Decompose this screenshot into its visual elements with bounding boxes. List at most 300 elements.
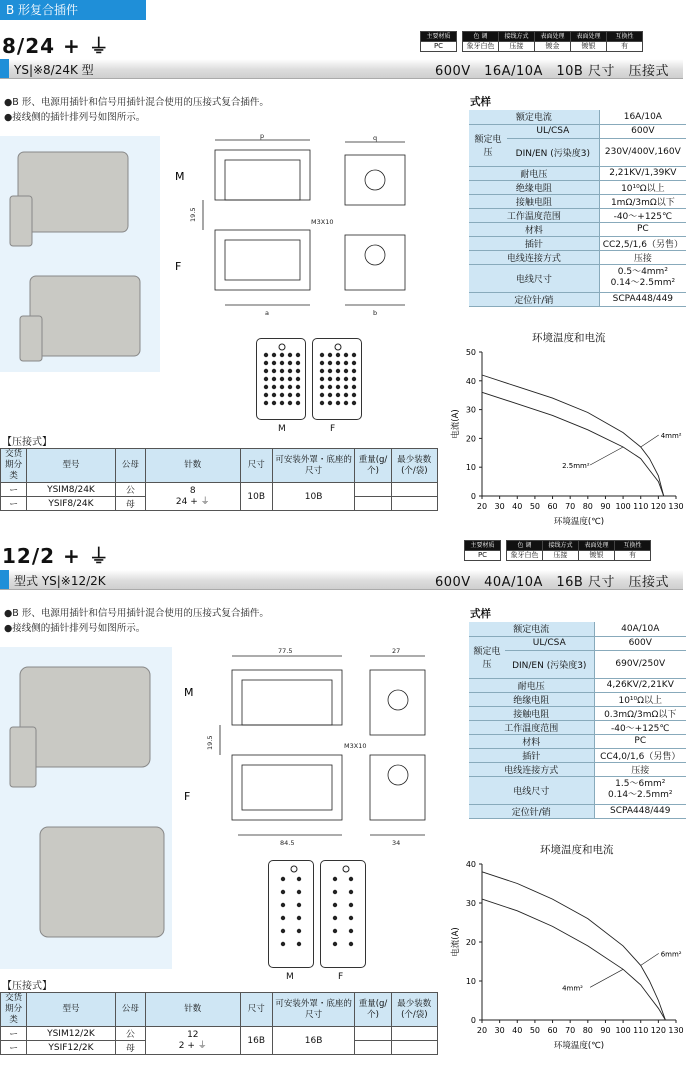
pin-dot	[336, 361, 340, 365]
spec-key: 额定电压	[469, 636, 505, 678]
pin-dot	[328, 377, 332, 381]
pin-diagram-male	[256, 338, 306, 420]
pin-dot	[336, 353, 340, 357]
x-tick-label: 50	[529, 502, 541, 511]
y-tick-label: 30	[465, 405, 476, 415]
cell-model: YSIM12/2K	[27, 1027, 116, 1041]
attr-header: 主要材质	[421, 32, 457, 42]
pin-dot	[344, 361, 348, 365]
table-header: 公母	[115, 449, 145, 483]
bullet-item: ●B 形、电源用插针和信号用插针混合使用的压接式复合插件。	[4, 97, 269, 108]
spec-key: 工作温度范围	[469, 720, 594, 734]
pin-dot	[297, 942, 301, 946]
spec-key: 工作温度范围	[469, 208, 599, 222]
spec-key: 接触电阻	[469, 194, 599, 208]
spec-value: 600V	[594, 636, 686, 650]
table-header: 尺寸	[240, 449, 272, 483]
pin-dot	[333, 877, 337, 881]
attr-header: 色 调	[463, 32, 499, 42]
pin-dot	[272, 393, 276, 397]
pin-dot	[352, 353, 356, 357]
pin-label-f: F	[330, 424, 336, 434]
pin-dot	[280, 369, 284, 373]
pin-dot	[264, 353, 268, 357]
y-tick-label: 0	[470, 492, 476, 501]
pin-dot	[272, 361, 276, 365]
attr-header: 色 调	[507, 541, 543, 551]
dim-q: 27	[392, 647, 401, 655]
attr-value: 镀银	[579, 551, 615, 561]
table-header: 重量(g/个)	[355, 449, 391, 483]
pin-dot	[328, 393, 332, 397]
spec-key: 耐电压	[469, 678, 594, 692]
ground-icon	[291, 866, 297, 872]
pin-dot	[280, 361, 284, 365]
model-bar	[0, 570, 683, 590]
pin-diagram-female	[320, 860, 366, 968]
pin-dot	[349, 903, 353, 907]
pin-dot	[264, 369, 268, 373]
product-photo	[0, 136, 160, 372]
series-leader	[641, 953, 659, 965]
attr-header: 互换性	[615, 541, 651, 551]
spec-key: UL/CSA	[507, 124, 599, 138]
x-axis-label: 环境温度(℃)	[553, 517, 605, 527]
attr-value: 镀银	[571, 42, 607, 52]
x-tick-label: 20	[476, 1026, 488, 1035]
pin-dot	[296, 361, 300, 365]
pin-dot	[272, 401, 276, 405]
spec-title: 式样	[470, 608, 491, 620]
attr-header: 表面处理	[535, 32, 571, 42]
cell-size: 10B	[240, 483, 272, 511]
pin-dot	[333, 916, 337, 920]
pin-dot	[296, 401, 300, 405]
pin-dot	[333, 942, 337, 946]
spec-value: 压接	[594, 762, 686, 776]
pin-dot	[264, 401, 268, 405]
spec-value: 1mΩ/3mΩ以下	[599, 194, 686, 208]
pin-dot	[336, 401, 340, 405]
y-tick-label: 0	[470, 1016, 476, 1025]
spec-title: 式样	[470, 96, 491, 108]
cell-category: ー	[1, 1041, 27, 1055]
pin-dot	[328, 361, 332, 365]
pin-dot	[349, 890, 353, 894]
attr-value: PC	[421, 42, 457, 52]
spec-value: 0.14～2.5mm²	[608, 790, 673, 800]
pin-dot	[336, 393, 340, 397]
pin-dot	[333, 929, 337, 933]
spec-value: SCPA448/449	[599, 292, 686, 306]
spec-value: 16A/10A	[599, 110, 686, 124]
pin-dot	[297, 890, 301, 894]
dimension-drawing	[165, 130, 435, 320]
y-tick-label: 40	[465, 860, 476, 869]
dimension-drawing	[180, 640, 450, 850]
attr-value: 象牙白色	[507, 551, 543, 561]
series-label: 2.5mm²	[562, 462, 590, 471]
y-axis-label: 电流(A)	[451, 409, 461, 439]
pin-count-b: 2	[178, 1040, 185, 1051]
x-tick-label: 20	[476, 502, 488, 511]
pin-dot	[328, 385, 332, 389]
pin-dot	[264, 385, 268, 389]
attr-header: 互换性	[607, 32, 643, 42]
pin-dot	[280, 385, 284, 389]
pin-label-f: F	[338, 972, 344, 982]
x-tick-label: 70	[565, 502, 576, 511]
x-tick-label: 100	[615, 1026, 631, 1035]
pin-dot	[328, 353, 332, 357]
x-tick-label: 90	[600, 1026, 611, 1035]
pin-diagram-male	[268, 860, 314, 968]
pin-label-m: M	[286, 972, 294, 982]
pin-dot	[320, 385, 324, 389]
product-title: 12/2 + ⏚	[2, 544, 110, 568]
pin-dot	[288, 393, 292, 397]
spec-key: 绝缘电阻	[469, 180, 599, 194]
cell-gender: 公	[115, 1027, 145, 1041]
pin-dot	[297, 903, 301, 907]
series-label: 4mm²	[660, 432, 682, 441]
spec-value: PC	[599, 222, 686, 236]
x-tick-label: 120	[650, 1026, 667, 1035]
series-line	[482, 392, 664, 496]
spec-key: 插针	[469, 748, 594, 762]
pin-dot	[328, 369, 332, 373]
x-tick-label: 80	[582, 1026, 593, 1035]
x-tick-label: 130	[668, 502, 684, 511]
pin-dot	[281, 903, 285, 907]
spec-value: CC2,5/1,6（另售）	[599, 236, 686, 250]
x-tick-label: 50	[529, 1026, 541, 1035]
dim-screw: M3X10	[344, 742, 367, 750]
product-photo	[0, 647, 172, 969]
pin-dot	[320, 353, 324, 357]
pin-dot	[320, 369, 324, 373]
section-tag: B 形复合插件	[0, 0, 146, 20]
table-header: 可安装外罩・底座的尺寸	[272, 993, 355, 1027]
pin-dot	[352, 377, 356, 381]
spec-value: CC4,0/1,6（另售）	[594, 748, 686, 762]
attr-value: 压接	[543, 551, 579, 561]
spec-value: 230V/400V,160V	[599, 138, 686, 166]
table-header: 可安装外罩・底座的尺寸	[272, 449, 355, 483]
pin-dot	[344, 377, 348, 381]
cell-category: ー	[1, 1027, 27, 1041]
pin-count-a: 8	[189, 485, 196, 496]
attr-value: PC	[465, 551, 501, 561]
pin-dot	[296, 385, 300, 389]
attributes-table	[420, 31, 643, 52]
spec-key: 绝缘电阻	[469, 692, 594, 706]
pin-dot	[280, 393, 284, 397]
spec-key: DIN/EN (污染度3)	[505, 650, 594, 678]
rating-line: 600V 40A/10A 16B 尺寸 压接式	[434, 575, 669, 590]
spec-key: 插针	[469, 236, 599, 250]
spec-key: 额定电流	[469, 110, 599, 124]
rating-line: 600V 16A/10A 10B 尺寸 压接式	[434, 64, 669, 79]
pin-dot	[320, 401, 324, 405]
y-tick-label: 10	[465, 463, 476, 473]
x-tick-label: 60	[547, 502, 558, 511]
spec-value: 40A/10A	[594, 622, 686, 636]
spec-key: 定位针/销	[469, 804, 594, 818]
cell-category: ー	[1, 483, 27, 497]
dim-a: a	[265, 309, 269, 317]
pin-dot	[272, 385, 276, 389]
y-tick-label: 50	[465, 348, 476, 357]
spec-value: 0.3mΩ/3mΩ以下	[594, 706, 686, 720]
pin-dot	[281, 890, 285, 894]
dim-q: q	[373, 134, 378, 142]
product-title: 8/24 + ⏚	[2, 34, 110, 58]
cell-hood: 10B	[272, 483, 355, 511]
series-leader	[590, 969, 623, 987]
attributes-table	[464, 540, 651, 561]
spec-value: 10¹⁰Ω以上	[594, 692, 686, 706]
pin-count-a: 12	[187, 1029, 199, 1040]
description	[4, 95, 269, 125]
pin-dot	[288, 353, 292, 357]
ground-icon	[343, 866, 349, 872]
pin-dot	[272, 377, 276, 381]
pin-dot	[336, 377, 340, 381]
pin-dot	[296, 353, 300, 357]
model-line: YS|※8/24K 型	[14, 63, 94, 77]
x-tick-label: 30	[494, 1026, 505, 1035]
series-line	[482, 872, 665, 1020]
attr-value: 镀金	[535, 42, 571, 52]
attr-header: 表面处理	[571, 32, 607, 42]
pin-dot	[349, 942, 353, 946]
table-header: 重量(g/个)	[355, 993, 391, 1027]
pin-dot	[328, 401, 332, 405]
dim-height: 19.5	[206, 735, 214, 750]
pin-dot	[288, 377, 292, 381]
product-table	[0, 992, 438, 1055]
spec-key: 耐电压	[469, 166, 599, 180]
cell-model: YSIF12/2K	[27, 1041, 116, 1055]
pin-dot	[320, 361, 324, 365]
spec-key: 电线连接方式	[469, 762, 594, 776]
pin-dot	[288, 385, 292, 389]
x-tick-label: 30	[494, 502, 505, 511]
pin-dot	[297, 929, 301, 933]
dim-a: 84.5	[280, 839, 295, 847]
x-tick-label: 110	[633, 1026, 649, 1035]
spec-key: 额定电压	[469, 124, 507, 166]
attr-header: 接线方式	[543, 541, 579, 551]
cell-gender: 母	[115, 1041, 145, 1055]
pin-dot	[281, 942, 285, 946]
pin-dot	[344, 393, 348, 397]
x-tick-label: 120	[650, 502, 667, 511]
spec-key: 额定电流	[469, 622, 594, 636]
x-tick-label: 80	[582, 502, 593, 511]
attr-value: 象牙白色	[463, 42, 499, 52]
table-header: 型号	[27, 993, 116, 1027]
pin-dot	[281, 916, 285, 920]
pin-dot	[297, 916, 301, 920]
spec-key: 定位针/销	[469, 292, 599, 306]
table-header: 针数	[145, 993, 240, 1027]
ground-icon	[279, 344, 285, 350]
female-label: F	[175, 260, 182, 273]
table-header: 最少装数(个/袋)	[391, 449, 437, 483]
x-tick-label: 100	[615, 502, 631, 511]
x-tick-label: 70	[565, 1026, 576, 1035]
pin-dot	[344, 385, 348, 389]
male-label: M	[175, 170, 185, 183]
cell-gender: 公	[115, 483, 145, 497]
pin-dot	[333, 903, 337, 907]
model-bar	[0, 59, 683, 79]
female-label: F	[184, 790, 191, 803]
attr-header: 主要材质	[465, 541, 501, 551]
cell-model: YSIF8/24K	[27, 497, 116, 511]
pin-dot	[349, 916, 353, 920]
dim-b: b	[373, 309, 378, 317]
cell-category: ー	[1, 497, 27, 511]
product-table	[0, 448, 438, 511]
spec-value: 2,21KV/1,39KV	[599, 166, 686, 180]
dim-b: 34	[392, 839, 401, 847]
y-tick-label: 10	[465, 977, 476, 986]
attr-header: 表面处理	[579, 541, 615, 551]
chart-title: 环境温度和电流	[540, 844, 614, 856]
crimp-label: 【压接式】	[2, 981, 52, 992]
spec-value: -40～+125℃	[594, 720, 686, 734]
attr-value: 压接	[499, 42, 535, 52]
series-line	[482, 899, 665, 1020]
model-line: 型式 YS|※12/2K	[14, 574, 106, 588]
spec-value: 0.5～4mm²	[617, 267, 668, 277]
table-row: ー YSIM12/2K 公 12 2 + ⏚ 16B 16B	[1, 1027, 438, 1041]
table-header: 针数	[145, 449, 240, 483]
cell-hood: 16B	[272, 1027, 355, 1055]
ground-icon	[335, 344, 341, 350]
pin-dot	[349, 877, 353, 881]
spec-value: 压接	[599, 250, 686, 264]
pin-dot	[264, 377, 268, 381]
cell-gender: 母	[115, 497, 145, 511]
spec-key: 材料	[469, 734, 594, 748]
series-label: 4mm²	[562, 984, 583, 993]
description	[4, 606, 269, 636]
table-header: 交货期分类	[1, 993, 27, 1027]
bullet-item: ●B 形、电源用插针和信号用插针混合使用的压接式复合插件。	[4, 608, 269, 619]
series-label: 6mm²	[660, 950, 682, 959]
pin-dot	[296, 377, 300, 381]
dim-screw: M3X10	[311, 218, 334, 226]
pin-dot	[349, 929, 353, 933]
pin-dot	[272, 369, 276, 373]
bullet-item: ●接线侧的插针排列号如图所示。	[4, 623, 146, 634]
pin-dot	[336, 385, 340, 389]
pin-dot	[288, 401, 292, 405]
spec-value: 1.5～6mm²	[615, 779, 666, 789]
dim-p: p	[260, 132, 265, 140]
spec-table	[469, 110, 686, 307]
y-tick-label: 40	[465, 376, 476, 386]
pin-dot	[320, 377, 324, 381]
pin-dot	[272, 353, 276, 357]
dim-p: 77.5	[278, 647, 293, 655]
x-tick-label: 130	[668, 1026, 684, 1035]
pin-dot	[288, 361, 292, 365]
pin-dot	[352, 385, 356, 389]
spec-key: 电线尺寸	[469, 776, 594, 804]
spec-value: 10¹⁰Ω以上	[599, 180, 686, 194]
pin-dot	[288, 369, 292, 373]
chart-title: 环境温度和电流	[532, 332, 606, 344]
attr-header: 接线方式	[499, 32, 535, 42]
pin-dot	[297, 877, 301, 881]
spec-key: 电线连接方式	[469, 250, 599, 264]
male-label: M	[184, 686, 194, 699]
table-header: 最少装数(个/袋)	[391, 993, 437, 1027]
pin-dot	[352, 369, 356, 373]
table-header: 型号	[27, 449, 116, 483]
x-tick-label: 40	[512, 1026, 523, 1035]
spec-key: 材料	[469, 222, 599, 236]
spec-value: 4,26KV/2,21KV	[594, 678, 686, 692]
cell-model: YSIM8/24K	[27, 483, 116, 497]
table-header: 尺寸	[240, 993, 272, 1027]
pin-dot	[344, 369, 348, 373]
table-header: 公母	[115, 993, 145, 1027]
series-line	[482, 375, 664, 496]
pin-dot	[352, 401, 356, 405]
pin-count-b: 24	[175, 496, 188, 507]
pin-dot	[296, 393, 300, 397]
pin-dot	[352, 361, 356, 365]
bullet-item: ●接线侧的插针排列号如图所示。	[4, 112, 146, 123]
cell-size: 16B	[240, 1027, 272, 1055]
pin-dot	[344, 353, 348, 357]
spec-value: -40～+125℃	[599, 208, 686, 222]
x-tick-label: 110	[633, 502, 649, 511]
pin-dot	[280, 377, 284, 381]
spec-key: DIN/EN (污染度3)	[507, 138, 599, 166]
attr-value: 有	[615, 551, 651, 561]
spec-value: 0.14～2.5mm²	[610, 278, 676, 288]
spec-value: PC	[594, 734, 686, 748]
y-tick-label: 20	[465, 434, 476, 444]
x-tick-label: 60	[547, 1026, 558, 1035]
series-leader	[590, 447, 623, 465]
table-header: 交货期分类	[1, 449, 27, 483]
crimp-label: 【压接式】	[2, 437, 52, 448]
pin-dot	[333, 890, 337, 894]
spec-key: UL/CSA	[505, 636, 594, 650]
pin-dot	[264, 361, 268, 365]
y-tick-label: 30	[465, 899, 476, 908]
pin-dot	[280, 353, 284, 357]
pin-label-m: M	[278, 424, 286, 434]
table-row: ー YSIM8/24K 公 8 24 + ⏚ 10B 10B	[1, 483, 438, 497]
pin-dot	[320, 393, 324, 397]
chart-temp-current-2	[448, 856, 684, 1054]
pin-diagram-female	[312, 338, 362, 420]
pin-dot	[281, 877, 285, 881]
spec-value: 690V/250V	[594, 650, 686, 678]
x-tick-label: 90	[600, 502, 611, 511]
y-axis-label: 电流(A)	[451, 927, 461, 957]
pin-dot	[352, 393, 356, 397]
